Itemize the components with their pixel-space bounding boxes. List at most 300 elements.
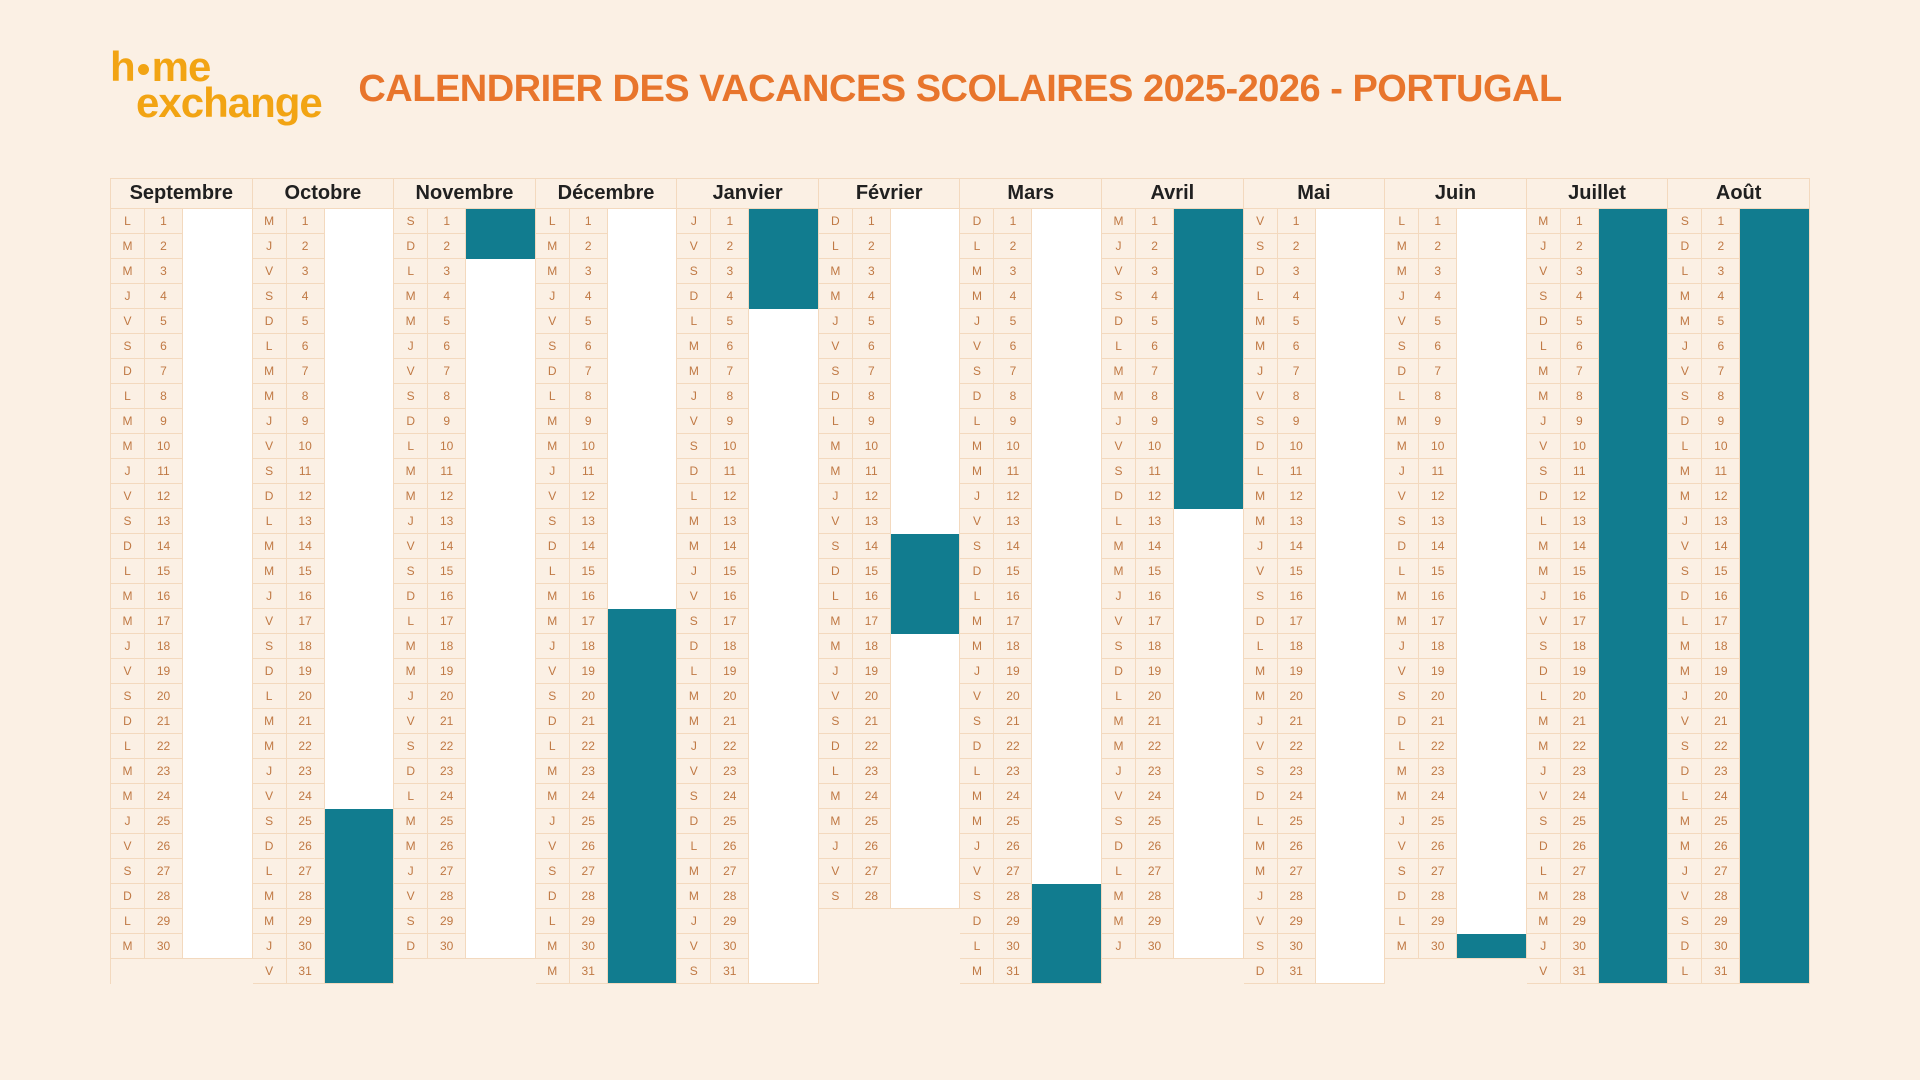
- weekday-letter-cell: J: [111, 284, 145, 309]
- day-number-cell: 9: [1278, 409, 1316, 434]
- weekday-letter-cell: D: [677, 809, 711, 834]
- day-number-cell: 15: [1561, 559, 1599, 584]
- day-number-cell: 18: [1136, 634, 1174, 659]
- weekday-letter-cell: S: [536, 859, 570, 884]
- weekday-letter-column: [1102, 209, 1136, 959]
- weekday-letter-cell: J: [960, 659, 994, 684]
- weekday-letter-cell: M: [677, 359, 711, 384]
- day-number-cell: 29: [428, 909, 466, 934]
- weekday-letter-cell: M: [960, 459, 994, 484]
- weekday-letter-cell: M: [394, 284, 428, 309]
- day-number-cell: 3: [428, 259, 466, 284]
- day-number-cell: 7: [1136, 359, 1174, 384]
- weekday-letter-column: [677, 209, 711, 984]
- weekday-letter-cell: D: [394, 584, 428, 609]
- weekday-letter-cell: M: [1385, 409, 1419, 434]
- day-number-cell: 3: [1419, 259, 1457, 284]
- weekday-letter-cell: M: [1385, 259, 1419, 284]
- weekday-letter-cell: D: [1668, 934, 1702, 959]
- weekday-letter-cell: D: [1385, 534, 1419, 559]
- weekday-letter-cell: D: [1102, 309, 1136, 334]
- weekday-letter-cell: M: [960, 809, 994, 834]
- weekday-letter-cell: J: [253, 934, 287, 959]
- logo-text-me: me: [151, 43, 211, 90]
- weekday-letter-cell: L: [253, 859, 287, 884]
- day-number-cell: 18: [711, 634, 749, 659]
- weekday-letter-cell: L: [1527, 334, 1561, 359]
- day-number-cell: 31: [1278, 959, 1316, 984]
- weekday-letter-cell: S: [394, 909, 428, 934]
- day-number-cell: 4: [570, 284, 608, 309]
- weekday-letter-cell: M: [960, 609, 994, 634]
- day-number-cell: 13: [428, 509, 466, 534]
- weekday-letter-cell: V: [536, 834, 570, 859]
- day-number-cell: 10: [1136, 434, 1174, 459]
- day-number-cell: 15: [711, 559, 749, 584]
- day-number-cell: 28: [1419, 884, 1457, 909]
- day-number-cell: 30: [1561, 934, 1599, 959]
- holiday-highlight: [325, 809, 394, 984]
- weekday-letter-cell: D: [1527, 834, 1561, 859]
- weekday-letter-cell: S: [1244, 584, 1278, 609]
- weekday-letter-cell: S: [394, 209, 428, 234]
- weekday-letter-cell: V: [1244, 384, 1278, 409]
- day-number-cell: 20: [711, 684, 749, 709]
- weekday-letter-cell: M: [1527, 909, 1561, 934]
- day-number-cell: 8: [428, 384, 466, 409]
- day-number-cell: 21: [287, 709, 325, 734]
- holiday-highlight: [1032, 884, 1101, 984]
- month-column-avril: [1102, 179, 1244, 959]
- day-number-cell: 14: [711, 534, 749, 559]
- day-number-cell: 10: [570, 434, 608, 459]
- weekday-letter-cell: L: [960, 234, 994, 259]
- weekday-letter-cell: L: [1102, 684, 1136, 709]
- weekday-letter-cell: D: [253, 834, 287, 859]
- weekday-letter-cell: V: [819, 334, 853, 359]
- day-number-cell: 20: [145, 684, 183, 709]
- weekday-letter-cell: L: [1527, 684, 1561, 709]
- day-number-cell: 7: [570, 359, 608, 384]
- weekday-letter-cell: J: [677, 384, 711, 409]
- day-number-cell: 19: [853, 659, 891, 684]
- day-number-cell: 18: [994, 634, 1032, 659]
- weekday-letter-cell: M: [819, 284, 853, 309]
- day-number-cell: 27: [287, 859, 325, 884]
- weekday-letter-cell: M: [253, 384, 287, 409]
- day-number-cell: 29: [570, 909, 608, 934]
- day-number-cell: 12: [1278, 484, 1316, 509]
- weekday-letter-cell: L: [677, 309, 711, 334]
- day-number-cell: 15: [287, 559, 325, 584]
- day-number-cell: 5: [994, 309, 1032, 334]
- day-number-cell: 23: [994, 759, 1032, 784]
- day-number-cell: 12: [428, 484, 466, 509]
- weekday-letter-cell: D: [253, 484, 287, 509]
- day-number-cell: 26: [145, 834, 183, 859]
- weekday-letter-cell: D: [677, 284, 711, 309]
- day-number-column: [1561, 209, 1599, 984]
- day-number-cell: 19: [428, 659, 466, 684]
- day-number-cell: 13: [287, 509, 325, 534]
- day-number-cell: 2: [1278, 234, 1316, 259]
- month-grid-octobre: [253, 209, 394, 984]
- weekday-letter-cell: M: [1385, 934, 1419, 959]
- day-number-cell: 21: [1136, 709, 1174, 734]
- weekday-letter-cell: V: [1244, 734, 1278, 759]
- weekday-letter-cell: L: [536, 384, 570, 409]
- day-number-cell: 23: [287, 759, 325, 784]
- weekday-letter-cell: V: [1527, 784, 1561, 809]
- day-number-cell: 1: [1136, 209, 1174, 234]
- holiday-strip: [1032, 209, 1101, 984]
- month-grid-decembre: [536, 209, 677, 984]
- day-number-cell: 8: [994, 384, 1032, 409]
- day-number-cell: 28: [1278, 884, 1316, 909]
- holiday-highlight: [1174, 209, 1243, 509]
- weekday-letter-cell: J: [394, 859, 428, 884]
- weekday-letter-cell: D: [394, 934, 428, 959]
- day-number-cell: 29: [1702, 909, 1740, 934]
- day-number-cell: 19: [994, 659, 1032, 684]
- weekday-letter-cell: L: [394, 609, 428, 634]
- weekday-letter-cell: M: [536, 784, 570, 809]
- day-number-cell: 6: [1136, 334, 1174, 359]
- weekday-letter-cell: J: [1102, 759, 1136, 784]
- day-number-cell: 21: [994, 709, 1032, 734]
- weekday-letter-cell: L: [1385, 384, 1419, 409]
- day-number-cell: 8: [853, 384, 891, 409]
- day-number-cell: 24: [853, 784, 891, 809]
- weekday-letter-cell: M: [536, 934, 570, 959]
- weekday-letter-cell: M: [1668, 459, 1702, 484]
- day-number-cell: 30: [1136, 934, 1174, 959]
- holiday-strip: [325, 209, 394, 984]
- day-number-column: [994, 209, 1032, 984]
- holiday-strip: [466, 209, 535, 959]
- day-number-cell: 28: [1561, 884, 1599, 909]
- weekday-letter-cell: V: [677, 934, 711, 959]
- holiday-strip: [183, 209, 252, 959]
- day-number-cell: 31: [1702, 959, 1740, 984]
- day-number-cell: 29: [145, 909, 183, 934]
- weekday-letter-cell: M: [1385, 434, 1419, 459]
- weekday-letter-cell: M: [1102, 559, 1136, 584]
- day-number-cell: 19: [145, 659, 183, 684]
- day-number-cell: 10: [1278, 434, 1316, 459]
- day-number-cell: 19: [1702, 659, 1740, 684]
- day-number-cell: 4: [287, 284, 325, 309]
- weekday-letter-cell: M: [1527, 709, 1561, 734]
- weekday-letter-cell: D: [1527, 309, 1561, 334]
- day-number-cell: 4: [1561, 284, 1599, 309]
- day-number-cell: 23: [570, 759, 608, 784]
- day-number-cell: 14: [1136, 534, 1174, 559]
- day-number-cell: 25: [570, 809, 608, 834]
- weekday-letter-cell: J: [536, 634, 570, 659]
- month-label-decembre: Décembre: [536, 179, 677, 209]
- weekday-letter-cell: D: [1102, 834, 1136, 859]
- day-number-cell: 6: [711, 334, 749, 359]
- day-number-cell: 8: [1136, 384, 1174, 409]
- weekday-letter-cell: S: [960, 359, 994, 384]
- month-grid-juin: [1385, 209, 1526, 959]
- weekday-letter-column: [253, 209, 287, 984]
- weekday-letter-cell: V: [819, 859, 853, 884]
- day-number-cell: 25: [428, 809, 466, 834]
- weekday-letter-cell: M: [111, 409, 145, 434]
- day-number-cell: 19: [1278, 659, 1316, 684]
- day-number-cell: 1: [1419, 209, 1457, 234]
- day-number-cell: 31: [287, 959, 325, 984]
- weekday-letter-cell: L: [253, 509, 287, 534]
- weekday-letter-cell: M: [253, 359, 287, 384]
- weekday-letter-cell: J: [253, 234, 287, 259]
- day-number-cell: 5: [1136, 309, 1174, 334]
- day-number-cell: 10: [994, 434, 1032, 459]
- weekday-letter-cell: J: [819, 834, 853, 859]
- weekday-letter-cell: M: [677, 859, 711, 884]
- day-number-cell: 20: [287, 684, 325, 709]
- weekday-letter-cell: M: [1527, 734, 1561, 759]
- weekday-letter-cell: M: [819, 609, 853, 634]
- weekday-letter-cell: L: [394, 434, 428, 459]
- weekday-letter-cell: V: [111, 484, 145, 509]
- weekday-letter-cell: M: [1527, 384, 1561, 409]
- day-number-cell: 29: [1136, 909, 1174, 934]
- day-number-cell: 25: [994, 809, 1032, 834]
- day-number-cell: 24: [1561, 784, 1599, 809]
- day-number-cell: 12: [1136, 484, 1174, 509]
- weekday-letter-cell: M: [1668, 309, 1702, 334]
- day-number-cell: 16: [428, 584, 466, 609]
- month-column-octobre: [253, 179, 395, 984]
- day-number-cell: 3: [994, 259, 1032, 284]
- day-number-cell: 17: [853, 609, 891, 634]
- weekday-letter-cell: S: [536, 684, 570, 709]
- weekday-letter-cell: V: [1385, 309, 1419, 334]
- weekday-letter-cell: M: [677, 709, 711, 734]
- weekday-letter-cell: V: [1668, 709, 1702, 734]
- day-number-cell: 14: [145, 534, 183, 559]
- weekday-letter-cell: D: [960, 384, 994, 409]
- day-number-cell: 11: [1702, 459, 1740, 484]
- weekday-letter-cell: M: [536, 259, 570, 284]
- day-number-cell: 6: [145, 334, 183, 359]
- day-number-cell: 1: [145, 209, 183, 234]
- day-number-cell: 14: [428, 534, 466, 559]
- weekday-letter-cell: V: [1102, 784, 1136, 809]
- day-number-cell: 27: [428, 859, 466, 884]
- day-number-cell: 26: [994, 834, 1032, 859]
- day-number-cell: 24: [570, 784, 608, 809]
- day-number-cell: 5: [1419, 309, 1457, 334]
- weekday-letter-cell: J: [253, 409, 287, 434]
- day-number-cell: 17: [1702, 609, 1740, 634]
- weekday-letter-cell: M: [1527, 559, 1561, 584]
- holiday-strip: [891, 209, 960, 909]
- month-label-fevrier: Février: [819, 179, 960, 209]
- weekday-letter-cell: S: [677, 259, 711, 284]
- weekday-letter-cell: S: [819, 534, 853, 559]
- weekday-letter-cell: M: [1244, 834, 1278, 859]
- weekday-letter-cell: M: [960, 784, 994, 809]
- weekday-letter-cell: D: [1385, 884, 1419, 909]
- weekday-letter-cell: V: [960, 684, 994, 709]
- weekday-letter-cell: S: [394, 559, 428, 584]
- month-grid-septembre: [111, 209, 252, 959]
- weekday-letter-cell: M: [1244, 309, 1278, 334]
- day-number-cell: 8: [145, 384, 183, 409]
- month-column-aout: [1668, 179, 1810, 984]
- weekday-letter-cell: L: [253, 334, 287, 359]
- weekday-letter-cell: D: [960, 734, 994, 759]
- day-number-cell: 28: [711, 884, 749, 909]
- weekday-letter-cell: M: [1527, 359, 1561, 384]
- weekday-letter-cell: L: [536, 209, 570, 234]
- day-number-cell: 1: [428, 209, 466, 234]
- weekday-letter-column: [1244, 209, 1278, 984]
- day-number-cell: 2: [1136, 234, 1174, 259]
- day-number-cell: 17: [570, 609, 608, 634]
- day-number-cell: 16: [1561, 584, 1599, 609]
- day-number-cell: 18: [145, 634, 183, 659]
- day-number-cell: 3: [1136, 259, 1174, 284]
- day-number-cell: 29: [287, 909, 325, 934]
- day-number-cell: 1: [287, 209, 325, 234]
- weekday-letter-cell: S: [253, 809, 287, 834]
- weekday-letter-cell: L: [1244, 284, 1278, 309]
- day-number-cell: 2: [1419, 234, 1457, 259]
- weekday-letter-cell: M: [111, 434, 145, 459]
- day-number-cell: 7: [1419, 359, 1457, 384]
- day-number-cell: 12: [853, 484, 891, 509]
- day-number-cell: 17: [1561, 609, 1599, 634]
- day-number-cell: 14: [1702, 534, 1740, 559]
- month-column-septembre: [111, 179, 253, 959]
- weekday-letter-cell: D: [1244, 784, 1278, 809]
- weekday-letter-cell: S: [394, 384, 428, 409]
- day-number-cell: 19: [711, 659, 749, 684]
- weekday-letter-cell: J: [1385, 459, 1419, 484]
- weekday-letter-cell: S: [960, 534, 994, 559]
- day-number-cell: 8: [287, 384, 325, 409]
- weekday-letter-cell: S: [960, 884, 994, 909]
- weekday-letter-cell: L: [960, 934, 994, 959]
- day-number-cell: 11: [1419, 459, 1457, 484]
- day-number-cell: 26: [1278, 834, 1316, 859]
- day-number-cell: 1: [570, 209, 608, 234]
- weekday-letter-cell: V: [253, 609, 287, 634]
- weekday-letter-cell: L: [1244, 459, 1278, 484]
- weekday-letter-cell: D: [1244, 259, 1278, 284]
- day-number-cell: 27: [570, 859, 608, 884]
- holiday-highlight: [891, 534, 960, 634]
- day-number-cell: 9: [287, 409, 325, 434]
- weekday-letter-cell: V: [111, 309, 145, 334]
- day-number-cell: 30: [428, 934, 466, 959]
- day-number-cell: 18: [853, 634, 891, 659]
- month-label-aout: Août: [1668, 179, 1809, 209]
- day-number-cell: 10: [145, 434, 183, 459]
- weekday-letter-cell: J: [677, 559, 711, 584]
- weekday-letter-cell: M: [536, 434, 570, 459]
- weekday-letter-cell: M: [1668, 834, 1702, 859]
- day-number-cell: 9: [570, 409, 608, 434]
- day-number-cell: 6: [1561, 334, 1599, 359]
- day-number-cell: 1: [853, 209, 891, 234]
- weekday-letter-cell: M: [677, 334, 711, 359]
- weekday-letter-cell: S: [111, 509, 145, 534]
- day-number-cell: 2: [853, 234, 891, 259]
- day-number-cell: 30: [1278, 934, 1316, 959]
- day-number-cell: 21: [853, 709, 891, 734]
- weekday-letter-cell: J: [819, 309, 853, 334]
- weekday-letter-cell: D: [960, 909, 994, 934]
- day-number-cell: 13: [994, 509, 1032, 534]
- weekday-letter-cell: S: [1102, 809, 1136, 834]
- weekday-letter-cell: S: [819, 884, 853, 909]
- weekday-letter-cell: V: [819, 509, 853, 534]
- weekday-letter-cell: J: [111, 634, 145, 659]
- day-number-cell: 25: [287, 809, 325, 834]
- weekday-letter-cell: S: [253, 459, 287, 484]
- day-number-cell: 9: [994, 409, 1032, 434]
- weekday-letter-cell: L: [819, 409, 853, 434]
- weekday-letter-column: [536, 209, 570, 984]
- day-number-cell: 24: [1136, 784, 1174, 809]
- weekday-letter-cell: V: [1385, 484, 1419, 509]
- day-number-cell: 9: [1136, 409, 1174, 434]
- day-number-cell: 21: [1561, 709, 1599, 734]
- weekday-letter-cell: V: [1244, 209, 1278, 234]
- weekday-letter-cell: L: [536, 734, 570, 759]
- day-number-cell: 28: [287, 884, 325, 909]
- weekday-letter-cell: M: [1102, 534, 1136, 559]
- day-number-cell: 15: [570, 559, 608, 584]
- weekday-letter-cell: D: [536, 534, 570, 559]
- weekday-letter-cell: M: [1668, 484, 1702, 509]
- weekday-letter-cell: S: [1244, 934, 1278, 959]
- day-number-cell: 6: [1702, 334, 1740, 359]
- day-number-cell: 10: [428, 434, 466, 459]
- day-number-cell: 5: [428, 309, 466, 334]
- weekday-letter-cell: J: [819, 659, 853, 684]
- day-number-cell: 12: [287, 484, 325, 509]
- weekday-letter-cell: D: [394, 409, 428, 434]
- weekday-letter-cell: V: [677, 234, 711, 259]
- day-number-cell: 17: [428, 609, 466, 634]
- weekday-letter-cell: S: [536, 509, 570, 534]
- weekday-letter-column: [111, 209, 145, 959]
- day-number-cell: 22: [711, 734, 749, 759]
- day-number-cell: 21: [711, 709, 749, 734]
- weekday-letter-cell: J: [536, 284, 570, 309]
- day-number-cell: 19: [570, 659, 608, 684]
- weekday-letter-cell: J: [677, 734, 711, 759]
- day-number-cell: 17: [1419, 609, 1457, 634]
- weekday-letter-cell: D: [1385, 359, 1419, 384]
- day-number-cell: 23: [1278, 759, 1316, 784]
- weekday-letter-cell: D: [111, 709, 145, 734]
- weekday-letter-cell: M: [253, 534, 287, 559]
- day-number-cell: 13: [711, 509, 749, 534]
- day-number-cell: 2: [287, 234, 325, 259]
- weekday-letter-cell: V: [253, 959, 287, 984]
- weekday-letter-cell: M: [1102, 209, 1136, 234]
- weekday-letter-cell: D: [819, 559, 853, 584]
- day-number-cell: 17: [145, 609, 183, 634]
